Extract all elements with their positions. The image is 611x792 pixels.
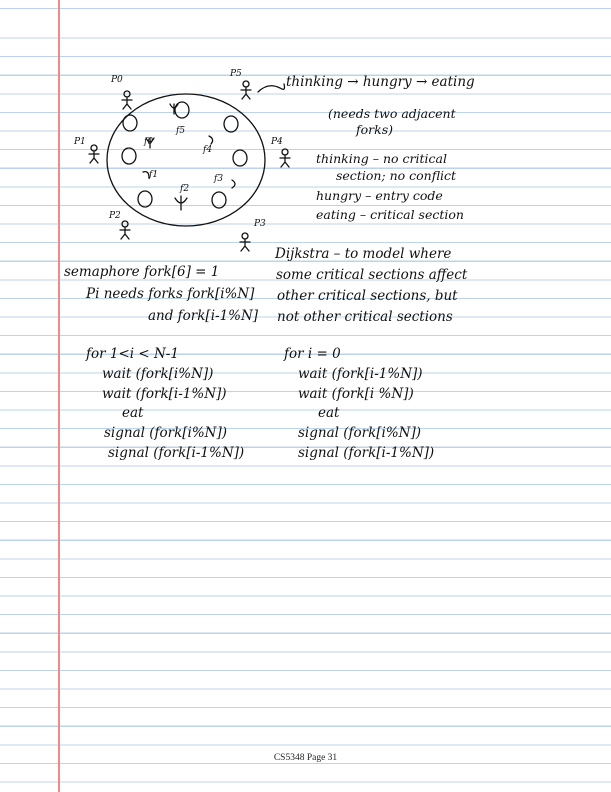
philosopher-figure — [122, 91, 132, 109]
dijkstra-note: some critical sections affect — [276, 267, 468, 283]
fork-mark — [175, 196, 187, 210]
connector-squiggle — [258, 84, 285, 92]
fork-label: f2 — [180, 184, 190, 194]
philosopher-figure — [241, 81, 251, 99]
code-header: for 1<i < N-1 — [86, 346, 179, 362]
fork-mark — [232, 180, 235, 188]
code-line: wait (fork[i-1%N]) — [102, 386, 227, 402]
philosopher-label: P2 — [109, 211, 121, 221]
philosopher-label: P1 — [74, 137, 86, 147]
thinking-note: thinking – no critical — [316, 151, 447, 166]
code-line: eat — [122, 405, 144, 421]
plate — [224, 116, 238, 132]
philosopher-label: P5 — [230, 69, 242, 79]
needs-note: (needs two adjacent — [328, 106, 456, 121]
philosopher-label: P0 — [111, 75, 123, 85]
philosopher-label: P4 — [271, 137, 283, 147]
plate — [233, 150, 247, 166]
eating-note: eating – critical section — [316, 207, 464, 222]
plate — [122, 148, 136, 164]
hungry-note: hungry – entry code — [316, 188, 443, 203]
philosopher-label: P3 — [254, 219, 266, 229]
code-line: signal (fork[i-1%N]) — [108, 445, 245, 461]
code-header: for i = 0 — [284, 346, 341, 362]
philosopher-figure — [240, 233, 250, 251]
code-line: eat — [318, 405, 340, 421]
code-line: signal (fork[i-1%N]) — [298, 445, 435, 461]
fork-label: f5 — [176, 126, 186, 136]
code-line: wait (fork[i%N]) — [102, 366, 214, 382]
dining-table-diagram — [73, 69, 290, 251]
thinking-note: section; no conflict — [336, 168, 457, 183]
fork-label: f3 — [214, 174, 224, 184]
philosopher-figure — [120, 221, 130, 239]
page-footer: CS5348 Page 31 — [273, 753, 338, 763]
fork-label: f0 — [144, 137, 154, 147]
code-line: signal (fork[i%N]) — [104, 425, 228, 441]
left-code-block — [85, 346, 244, 461]
plate — [123, 115, 137, 131]
code-line: signal (fork[i%N]) — [298, 425, 422, 441]
philosopher-figure — [89, 145, 99, 163]
needs-note: forks) — [356, 122, 393, 137]
fork-label: f4 — [203, 145, 213, 155]
plate — [138, 191, 152, 207]
fork-label: f1 — [149, 170, 159, 180]
states-note: thinking → hungry → eating — [286, 74, 475, 90]
fork-mark — [209, 136, 213, 144]
table-circle — [107, 94, 265, 226]
right-code-block — [283, 346, 434, 461]
fork-mark — [170, 104, 178, 114]
semaphore-line: semaphore fork[6] = 1 — [64, 264, 220, 280]
semaphore-line: Pi needs forks fork[i%N] — [86, 286, 255, 302]
philosopher-figure — [280, 149, 290, 167]
dijkstra-note: Dijkstra – to model where — [275, 246, 452, 262]
code-line: wait (fork[i %N]) — [298, 386, 414, 402]
dijkstra-note: not other critical sections — [277, 309, 453, 325]
semaphore-line: and fork[i-1%N] — [148, 308, 259, 324]
plate — [212, 192, 226, 208]
code-line: wait (fork[i-1%N]) — [298, 366, 423, 382]
dijkstra-note: other critical sections, but — [277, 288, 458, 304]
